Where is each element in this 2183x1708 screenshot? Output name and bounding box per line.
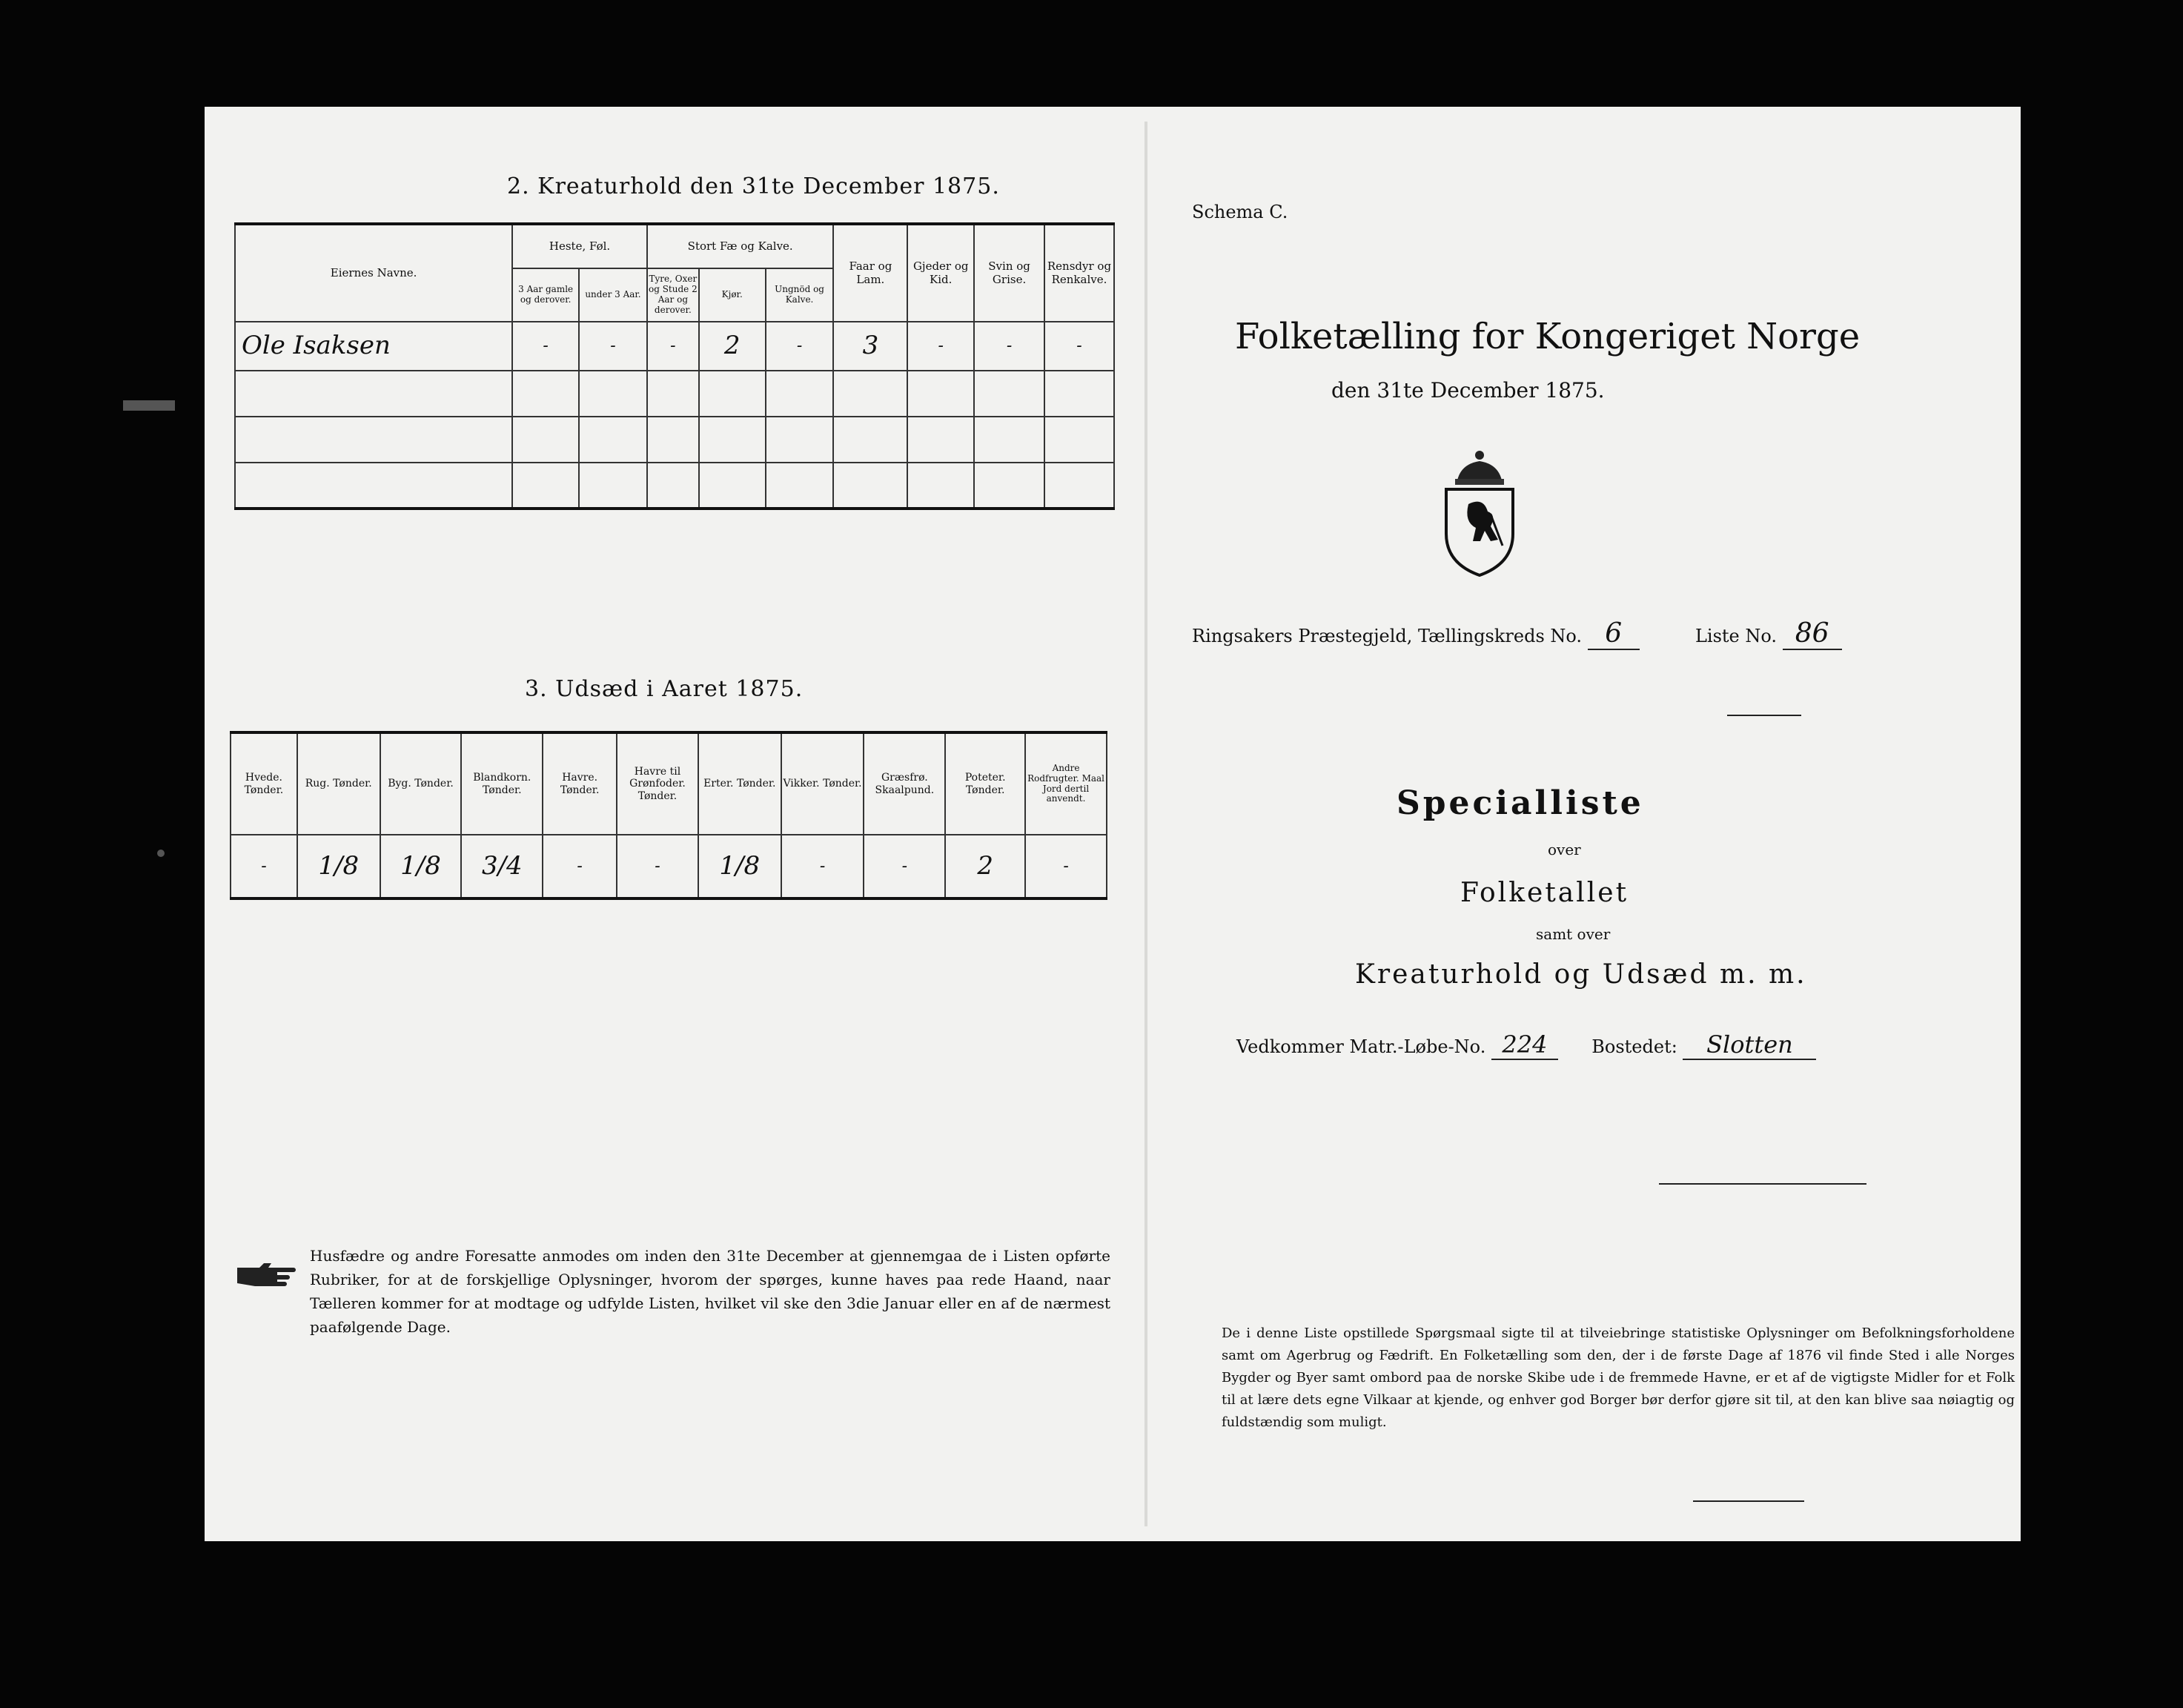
census-date: den 31te December 1875.	[1331, 378, 1605, 403]
divider-rule	[1727, 715, 1801, 716]
horses-adult-header: 3 Aar gamle og derover.	[512, 268, 579, 322]
livestock-value: -	[907, 322, 974, 371]
census-sheet	[205, 107, 2021, 1541]
parish-label: Ringsakers Præstegjeld, Tællingskreds No.	[1192, 626, 1583, 646]
matr-number: 224	[1491, 1030, 1558, 1060]
edge-mark	[157, 850, 165, 857]
sowing-header: Hvede. Tønder.	[231, 732, 297, 835]
sowing-value: 2	[945, 835, 1025, 898]
list-number: 86	[1783, 618, 1842, 650]
livestock-value: -	[1044, 322, 1114, 371]
sowing-header: Andre Rodfrugter. Maal Jord dertil anvendt.	[1025, 732, 1107, 835]
sowing-value: 1/8	[698, 835, 781, 898]
sowing-value: 1/8	[380, 835, 462, 898]
notice-text: Husfædre og andre Foresatte anmodes om inden den 31te December at gjennemgaa de i Listen opførte Rubriker, for at de forskjellige Oplysninger, hvorom der spørges, kunne haves paa rede Haand, naar Tælleren kommer for at modtage og udfylde Listen, hvilket vil ske den 3die Januar eller en af de nærmest paafølgende Dage.	[310, 1247, 1110, 1336]
divider-rule	[1659, 1183, 1866, 1185]
sowing-value: 3/4	[461, 835, 543, 898]
pigs-header: Svin og Grise.	[974, 224, 1044, 322]
form-title: Folketælling for Kongeriget Norge	[1235, 316, 1861, 357]
right-page	[1147, 107, 2021, 1541]
cattle-header: Stort Fæ og Kalve.	[647, 224, 834, 268]
owner-header: Eiernes Navne.	[235, 224, 512, 322]
bosted-label: Bostedet:	[1591, 1036, 1677, 1057]
coat-of-arms-icon	[1439, 443, 1520, 577]
matr-line	[1236, 1030, 1816, 1060]
sowing-value: 1/8	[297, 835, 380, 898]
pointing-hand-icon	[236, 1260, 297, 1287]
sowing-header: Byg. Tønder.	[380, 732, 462, 835]
livestock-value: -	[974, 322, 1044, 371]
matr-label: Vedkommer Matr.-Løbe-No.	[1236, 1036, 1486, 1057]
sowing-header: Vikker. Tønder.	[781, 732, 864, 835]
divider-rule	[1693, 1500, 1804, 1502]
specialliste-heading: Specialliste	[1397, 784, 1644, 822]
sowing-header: Erter. Tønder.	[698, 732, 781, 835]
sowing-header: Poteter. Tønder.	[945, 732, 1025, 835]
sowing-title: 3. Udsæd i Aaret 1875.	[525, 676, 804, 702]
livestock-value: -	[766, 322, 834, 371]
goats-header: Gjeder og Kid.	[907, 224, 974, 322]
sowing-value: -	[543, 835, 617, 898]
horses-header: Heste, Føl.	[512, 224, 647, 268]
left-page	[205, 107, 1144, 1541]
footer-text: De i denne Liste opstillede Spørgsmaal sigte til at tilveiebringe statistiske Oplysninger om Befolkningsforholdene samt om Agerbrug og Fædrift. En Folketælling som den, der i de første Dage af 1876 vil finde Sted i alle Norges Bygder og Byer samt ombord paa de norske Skibe ude i de fremmede Havne, er et af de vigtigste Midler for et Folk til at lære dets egne Vilkaar at kjende, og enhver god Borger bør derfor gjøre sit til, at den kan blive saa nøiagtig og fuldstændig som muligt.	[1222, 1325, 2015, 1430]
kreaturhold-heading: Kreaturhold og Udsæd m. m.	[1355, 959, 1807, 990]
sowing-value: -	[864, 835, 945, 898]
district-number: 6	[1588, 618, 1640, 650]
sowing-header: Havre. Tønder.	[543, 732, 617, 835]
owner-name: Ole Isaksen	[235, 322, 512, 371]
livestock-value: 2	[699, 322, 766, 371]
over-text: over	[1548, 841, 1581, 858]
sowing-value: -	[231, 835, 297, 898]
livestock-value: -	[579, 322, 647, 371]
livestock-value: -	[512, 322, 579, 371]
calves-header: Ungnöd og Kalve.	[766, 268, 834, 322]
livestock-value: 3	[833, 322, 907, 371]
bulls-header: Tyre, Oxer og Stude 2 Aar og derover.	[647, 268, 699, 322]
sowing-header: Græsfrø. Skaalpund.	[864, 732, 945, 835]
list-label: Liste No.	[1695, 626, 1778, 646]
horses-young-header: under 3 Aar.	[579, 268, 647, 322]
livestock-title: 2. Kreaturhold den 31te December 1875.	[507, 173, 1000, 199]
folketallet-heading: Folketallet	[1460, 878, 1629, 908]
sowing-header: Blandkorn. Tønder.	[461, 732, 543, 835]
sowing-value: -	[617, 835, 698, 898]
samt-over-text: samt over	[1536, 925, 1611, 943]
sheep-header: Faar og Lam.	[833, 224, 907, 322]
edge-mark	[123, 400, 175, 411]
sowing-table	[230, 731, 1107, 900]
sowing-value: -	[1025, 835, 1107, 898]
livestock-table	[234, 222, 1115, 510]
schema-label: Schema C.	[1192, 202, 1288, 222]
sowing-header: Rug. Tønder.	[297, 732, 380, 835]
sowing-value: -	[781, 835, 864, 898]
parish-line	[1192, 618, 1842, 650]
cows-header: Kjør.	[699, 268, 766, 322]
sowing-header: Havre til Grønfoder. Tønder.	[617, 732, 698, 835]
bosted-value: Slotten	[1683, 1030, 1816, 1060]
reindeer-header: Rensdyr og Renkalve.	[1044, 224, 1114, 322]
livestock-value: -	[647, 322, 699, 371]
